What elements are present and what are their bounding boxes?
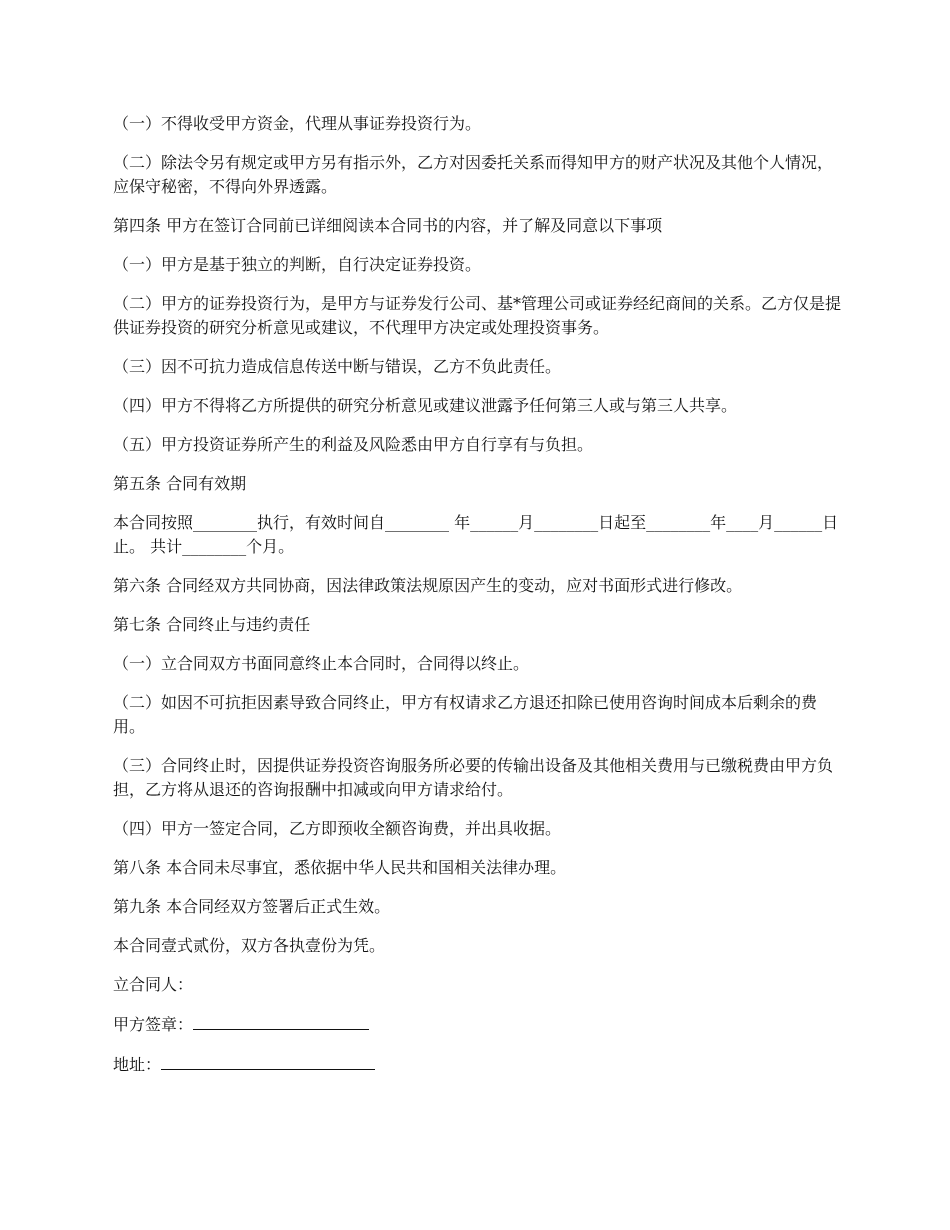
clause-7-item-4: （四）甲方一签定合同，乙方即预收全额咨询费，并出具收据。 bbox=[113, 819, 562, 838]
clause-4-item-1: （一）甲方是基于独立的判断，自行决定证券投资。 bbox=[113, 255, 482, 274]
term-clause: 本合同按照________执行，有效时间自________ 年______月________日起至________年____月______日止。 共计________个月。 bbox=[113, 513, 839, 556]
clause-7-item-2: （二）如因不可抗拒因素导致合同终止，甲方有权请求乙方退还扣除已使用咨询时间成本后剩余的费用。 bbox=[113, 693, 818, 736]
address-blank[interactable] bbox=[161, 1052, 375, 1070]
clause-5-heading: 第五条 合同有效期 bbox=[113, 474, 247, 493]
clause-4-item-2: （二）甲方的证券投资行为，是甲方与证券发行公司、基*管理公司或证券经纪商间的关系。乙方仅是提供证券投资的研究分析意见或建议，不代理甲方决定或处理投资事务。 bbox=[113, 294, 842, 337]
clause-7-heading: 第七条 合同终止与违约责任 bbox=[113, 615, 311, 634]
clause-4-heading: 第四条 甲方在签订合同前已详细阅读本合同书的内容，并了解及同意以下事项 bbox=[113, 216, 663, 235]
clause-8: 第八条 本合同未尽事宜，悉依据中华人民共和国相关法律办理。 bbox=[113, 858, 567, 877]
address-label: 地址： bbox=[113, 1055, 162, 1074]
contract-body bbox=[113, 112, 841, 1092]
clause-4-item-5: （五）甲方投资证券所产生的利益及风险悉由甲方自行享有与负担。 bbox=[113, 435, 594, 454]
clause-3-item-2: （二）除法令另有规定或甲方另有指示外，乙方对因委托关系而得知甲方的财产状况及其他个人情况，应保守秘密，不得向外界透露。 bbox=[113, 153, 834, 196]
clause-9: 第九条 本合同经双方签署后正式生效。 bbox=[113, 897, 391, 916]
clause-4-item-4: （四）甲方不得将乙方所提供的研究分析意见或建议泄露予任何第三人或与第三人共享。 bbox=[113, 396, 738, 415]
copies-statement: 本合同壹式贰份，双方各执壹份为凭。 bbox=[113, 936, 386, 955]
clause-3-item-1: （一）不得收受甲方资金，代理从事证券投资行为。 bbox=[113, 114, 482, 133]
clause-7-item-3: （三）合同终止时，因提供证券投资咨询服务所必要的传输出设备及其他相关费用与已缴税费由甲方负担，乙方将从退还的咨询报酬中扣减或向甲方请求给付。 bbox=[113, 756, 834, 799]
clause-7-item-1: （一）立合同双方书面同意终止本合同时，合同得以终止。 bbox=[113, 654, 530, 673]
clause-4-item-3: （三）因不可抗力造成信息传送中断与错误，乙方不负此责任。 bbox=[113, 357, 562, 376]
address-line bbox=[113, 1052, 841, 1077]
clause-6: 第六条 合同经双方共同协商，因法律政策法规原因产生的变动，应对书面形式进行修改。 bbox=[113, 576, 743, 595]
party-a-signature-label: 甲方签章： bbox=[113, 1015, 194, 1034]
party-a-signature-line bbox=[113, 1012, 841, 1037]
parties-heading: 立合同人： bbox=[113, 975, 194, 994]
party-a-signature-blank[interactable] bbox=[193, 1012, 369, 1030]
